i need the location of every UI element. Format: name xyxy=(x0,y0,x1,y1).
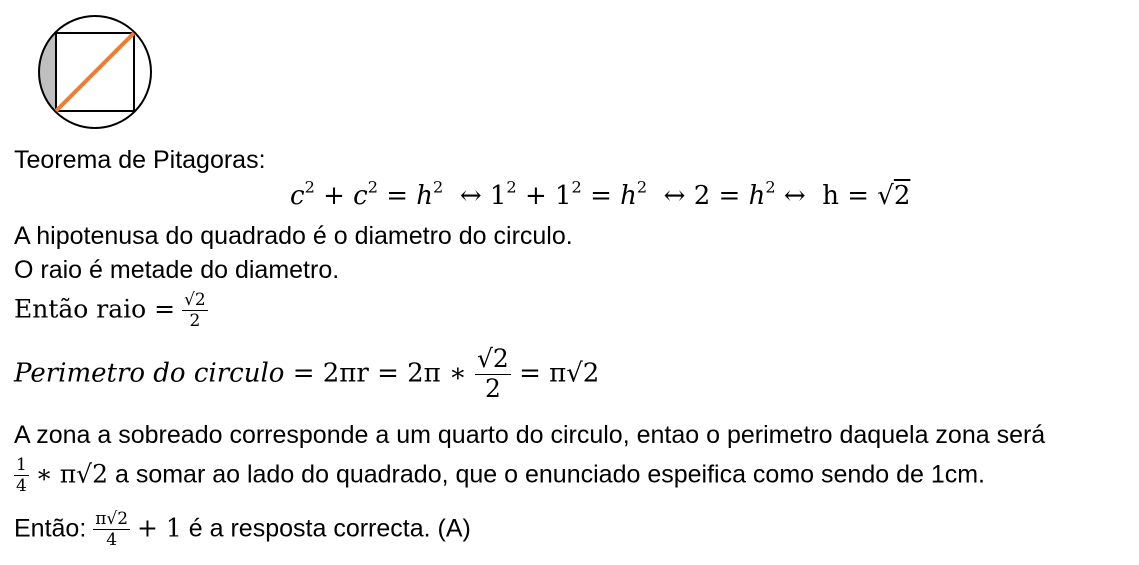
shaded-zone-statement: A zona a sobreado corresponde a um quarto do circulo, entao o perimetro daquela zona será xyxy=(14,421,1046,449)
answer-statement: Então: $\frac{\pi√2}{4}$ + 1 é a resposta correcta. (A) xyxy=(14,509,471,551)
radius-statement: O raio é metade do diametro. xyxy=(14,256,340,284)
perimeter-formula: Perimetro do circulo = 2πr = 2π ∗ $\frac{√2}{2}$ = π√2 xyxy=(14,344,600,403)
hypotenuse-statement: A hipotenusa do quadrado é o diametro do circulo. xyxy=(14,222,573,250)
pythagoras-equation: $c^2 + c^2 = h^2$ ↔ $1^2 + 1^2 = h^2$ ↔ $2 = h^2$ ↔ h = √2 xyxy=(290,177,911,211)
radius-formula: Então raio = $\frac{√2}{2}$ xyxy=(14,290,206,332)
diagonal-line xyxy=(56,33,134,111)
heading-pythagoras: Teorema de Pitagoras: xyxy=(14,146,266,174)
circle-inscribed-square-diagram xyxy=(36,13,154,131)
radius-fraction: $\frac{√2}{2}$ xyxy=(184,290,206,332)
quarter-fraction: $\frac{1}{4}$ xyxy=(16,455,27,497)
perimeter-fraction: $\frac{√2}{2}$ xyxy=(476,344,509,403)
answer-fraction: $\frac{\pi√2}{4}$ xyxy=(95,509,129,551)
shaded-perimeter-statement: $\frac{1}{4}$ ∗ π√2 a somar ao lado do quadrado, que o enunciado espeifica como sendo de 1cm. xyxy=(16,455,986,497)
